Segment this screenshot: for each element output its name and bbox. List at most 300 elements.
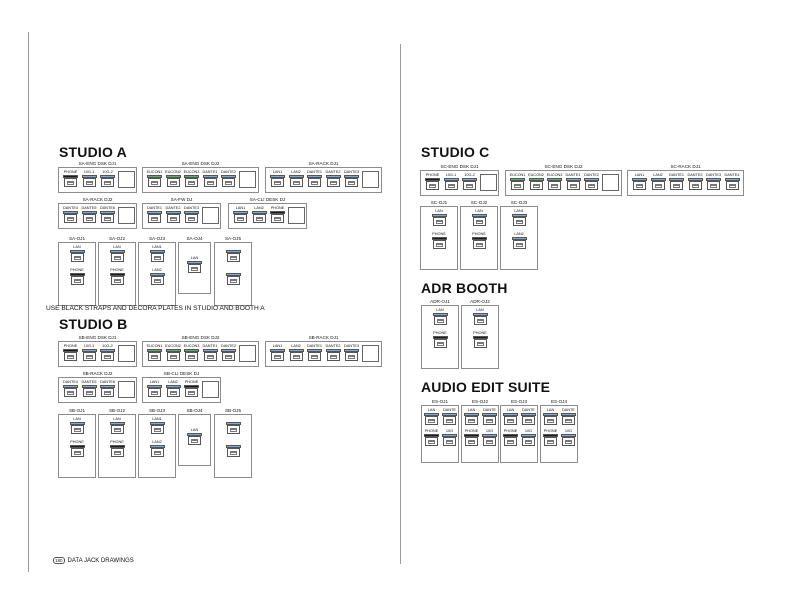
panel-es-oj1 [421,399,459,463]
jack-label: PHONE [424,429,439,433]
rj45-port-icon [64,388,77,397]
rj45-port-icon [544,416,557,425]
rj45-port-icon [562,416,575,425]
data-jack [69,269,86,286]
rj45-port-icon [151,448,164,457]
panel-label: ES-OJ4 [550,399,568,404]
jack-label: PHONE [464,429,479,433]
jack-label: LAN1 [149,380,160,384]
jack-label: PHONE [432,232,446,236]
panel-sb-oj3 [138,408,176,478]
jack-label: EUCON3 [183,344,200,348]
data-jack [99,345,116,362]
data-jack [225,269,242,286]
rj45-port-icon [522,437,535,446]
jack-label: PHONE [543,429,558,433]
jack-label: PHONE [63,344,78,348]
blank-plate [202,381,219,398]
panel-label: SB-OJ5 [224,408,242,413]
jack-label: PHONE [63,170,78,174]
rj45-port-icon [511,181,524,190]
jack-label: PHONE [110,268,124,272]
rj45-port-icon [227,448,240,457]
rj45-port-icon [426,181,439,190]
rj45-port-icon [101,388,114,397]
panel-label: ES-OJ1 [431,399,449,404]
jack-label: PHONE [433,331,447,335]
jack-label: PHONE [472,232,486,236]
panel-label: SB-OJ1 [68,408,86,413]
panel-adr-oj2 [461,299,499,369]
panel-es-oj2 [461,399,499,463]
rj45-port-icon [188,436,201,445]
rj45-port-icon [111,448,124,457]
rj45-port-icon [504,437,517,446]
panel-sa-oj1 [58,236,96,306]
data-jack [472,309,489,326]
rj45-port-icon [222,178,235,187]
data-jack [520,430,537,447]
panel-es-oj4 [540,399,578,463]
jack-label: DANTE4 [724,173,740,177]
jack-label: DANTE1 [307,344,322,348]
rj45-port-icon [148,352,161,361]
panel-es-oj3 [500,399,538,463]
blank-plate [118,171,135,188]
jack-label: EUCON1 [146,344,163,348]
jack-label: PHONE [425,173,440,177]
panel-sc-rack-dj1 [627,164,744,196]
rj45-port-icon [483,437,496,446]
jack-label: DANTE2 [584,173,599,177]
jack-label: LAN1 [235,206,246,210]
section-title-audio-edit-suite: AUDIO EDIT SUITE [421,379,551,395]
rj45-port-icon [188,264,201,273]
rj45-port-icon [562,437,575,446]
rj45-port-icon [71,425,84,434]
rj45-port-icon [64,178,77,187]
rj45-port-icon [101,214,114,223]
data-jack [441,409,458,426]
jack-label: DANTE5 [81,206,97,210]
rj45-port-icon [111,253,124,262]
jack-label: 10G-1 [83,170,95,174]
panel-label: SB-CLI DESK DJ [163,371,200,376]
jack-label: 10G [445,429,454,433]
jack-label: LAN [190,428,199,432]
rj45-port-icon [465,437,478,446]
rj45-port-icon [726,181,739,190]
jack-label: LAN [190,256,199,260]
rj45-port-icon [327,352,340,361]
panel-label: ADR-OJ1 [430,299,450,304]
data-jack [183,207,200,224]
blank-plate [118,207,135,224]
jack-label: DANTE4 [63,380,78,384]
rj45-port-icon [185,214,198,223]
jack-label: DANTE1 [565,173,581,177]
blank-plate [602,174,619,191]
data-jack [220,171,237,188]
rj45-port-icon [83,352,96,361]
jack-label: DANTE3 [184,206,199,210]
jack-label: LAN [506,408,515,412]
panel-sb-cli-desk-dj [142,371,221,403]
page-footer [53,558,134,564]
panel-label: SC-OJ2 [470,200,488,205]
rj45-port-icon [585,181,598,190]
blank-plate [202,207,219,224]
rj45-port-icon [548,181,561,190]
jack-label: EUCON3 [183,170,200,174]
rj45-port-icon [327,178,340,187]
jack-label: LAN [113,245,121,249]
rj45-port-icon [101,352,114,361]
jack-label: PHONE [270,206,285,210]
rj45-port-icon [151,425,164,434]
panel-sa-rack-dj2 [58,197,137,229]
rj45-port-icon [443,416,456,425]
panel-label: SA-OJ4 [186,236,203,241]
rj45-port-icon [271,352,284,361]
jack-label: LAN [435,209,443,213]
panel-sc-oj2 [460,200,498,270]
panel-sc-eng-dsk-dj1 [420,164,499,196]
panel-sb-oj4 [178,408,211,466]
blank-plate [288,207,305,224]
jack-label: LAN1 [634,173,645,177]
jack-label: LAN1 [272,170,283,174]
data-jack [99,381,116,398]
center-divider-line [400,44,401,564]
jack-label: PHONE [110,440,124,444]
data-jack [343,345,360,362]
rj45-port-icon [689,181,702,190]
jack-label: LAN [476,308,484,312]
panel-label: SA-OJ1 [68,236,86,241]
jack-label: LAN2 [291,344,301,348]
rj45-port-icon [148,178,161,187]
data-jack [481,409,498,426]
panel-sc-eng-dsk-dj2 [505,164,622,196]
jack-label: DANTE1 [202,170,218,174]
jack-label: LAN [113,417,121,421]
panel-adr-oj1 [421,299,459,369]
rj45-port-icon [434,316,447,325]
jack-label: DANTE3 [344,170,359,174]
jack-label: EUCON1 [146,170,163,174]
jack-label: DANTE3 [344,344,359,348]
rj45-port-icon [148,388,161,397]
jack-label: DANTE1 [669,173,684,177]
panel-label: SB-OJ4 [186,408,203,413]
rj45-port-icon [148,214,161,223]
blank-plate [362,171,379,188]
rj45-port-icon [167,214,180,223]
panel-sb-rack-dj2 [58,371,137,403]
jack-label: DANTE6 [100,206,115,210]
jack-label: DANTE [522,408,535,412]
jack-label: DANTE2 [221,170,236,174]
jack-label: LAN2 [291,170,301,174]
panel-label: SA-RACK DJ2 [82,197,113,202]
rj45-port-icon [445,181,458,190]
rj45-port-icon [474,316,487,325]
data-jack [99,207,116,224]
panel-label: SA-ENG DSK DJ2 [181,161,220,166]
panel-sb-eng-dsk-dj2 [142,335,259,367]
installation-note: USE BLACK STRAPS AND DECORA PLATES IN STUDIO AND BOOTH A [46,305,265,312]
jack-label: 10G-1 [445,173,457,177]
blank-plate [118,381,135,398]
rj45-port-icon [185,178,198,187]
data-jack [220,345,237,362]
rj45-port-icon [474,339,487,348]
rj45-port-icon [151,276,164,285]
rj45-port-icon [345,352,358,361]
jack-label: PHONE [503,429,518,433]
data-jack [149,418,166,435]
panel-label: SA-OJ3 [148,236,166,241]
jack-label: DANTE [483,408,496,412]
rj45-port-icon [227,276,240,285]
panel-label: SB-RACK DJ1 [308,335,339,340]
rj45-port-icon [425,437,438,446]
panel-sa-rack-dj1 [265,161,382,193]
rj45-port-icon [204,352,217,361]
jack-label: LAN2 [152,268,162,272]
rj45-port-icon [473,217,486,226]
jack-label: EUCON2 [165,170,181,174]
jack-label: DANTE [443,408,456,412]
panel-sb-oj1 [58,408,96,478]
rj45-port-icon [522,416,535,425]
data-jack [441,430,458,447]
rj45-port-icon [71,276,84,285]
data-jack [109,246,126,263]
jack-label: 10G [564,429,573,433]
rj45-port-icon [185,352,198,361]
panel-label: SC-ENG DSK DJ1 [440,164,479,169]
data-jack [69,246,86,263]
rj45-port-icon [151,253,164,262]
jack-label: 10G-2 [464,173,475,177]
jack-label: LAN2 [254,206,264,210]
jack-label: LAN [475,209,483,213]
rj45-port-icon [222,352,235,361]
panel-label: SA-CLI DESK DJ [249,197,286,202]
data-jack [461,174,478,191]
page-number: 180 [55,558,63,563]
data-jack [225,246,242,263]
data-jack [560,409,577,426]
rj45-port-icon [64,352,77,361]
rj45-port-icon [463,181,476,190]
panel-label: SB-ENG DSK DJ2 [181,335,220,340]
rj45-port-icon [433,240,446,249]
blank-plate [480,174,497,191]
rj45-port-icon [111,276,124,285]
rj45-port-icon [513,217,526,226]
jack-label: LAN [546,408,555,412]
rj45-port-icon [433,217,446,226]
jack-label: PHONE [70,268,84,272]
jack-label: DANTE1 [307,170,322,174]
panel-label: SC-OJ1 [430,200,448,205]
jack-label: PHONE [473,331,487,335]
panel-label: SA-FW DJ [170,197,193,202]
data-jack [471,233,488,250]
jack-label: 10G-1 [83,344,95,348]
rj45-port-icon [633,181,646,190]
section-title-adr-booth: ADR BOOTH [421,280,508,296]
rj45-port-icon [308,352,321,361]
rj45-port-icon [64,214,77,223]
jack-label: LAN1 [152,417,162,421]
left-margin-line [28,32,29,572]
rj45-port-icon [434,339,447,348]
rj45-port-icon [271,178,284,187]
panel-sb-oj5 [214,408,252,478]
panel-sc-oj1 [420,200,458,270]
jack-label: 10G [485,429,494,433]
rj45-port-icon [271,214,284,223]
data-jack [225,418,242,435]
panel-sb-oj2 [98,408,136,478]
panel-label: ADR-OJ2 [470,299,490,304]
data-jack [520,409,537,426]
panel-sa-eng-dsk-dj1 [58,161,137,193]
jack-label: LAN2 [168,380,178,384]
panel-label: SA-ENG DSK DJ1 [78,161,117,166]
data-jack [69,441,86,458]
rj45-port-icon [670,181,683,190]
rj45-port-icon [473,240,486,249]
data-jack [186,257,203,274]
panel-label: SA-RACK DJ1 [308,161,339,166]
rj45-port-icon [504,416,517,425]
rj45-port-icon [83,178,96,187]
data-jack [583,174,600,191]
rj45-port-icon [227,253,240,262]
data-jack [472,332,489,349]
panel-label: SB-ENG DSK DJ1 [78,335,117,340]
section-title-studio-a: STUDIO A [59,144,127,160]
jack-label: DANTE5 [81,380,97,384]
data-jack [431,233,448,250]
jack-label: LAN1 [152,245,162,249]
rj45-port-icon [652,181,665,190]
panel-sa-fw-dj [142,197,221,229]
rj45-port-icon [167,178,180,187]
jack-label: LAN [436,308,444,312]
blank-plate [239,345,256,362]
blank-plate [118,345,135,362]
jack-label: LAN [73,417,81,421]
rj45-port-icon [308,178,321,187]
data-jack [431,210,448,227]
jack-label: DANTE [562,408,575,412]
jack-label: LAN1 [272,344,283,348]
rj45-port-icon [185,388,198,397]
jack-label: 10G-2 [102,344,113,348]
rj45-port-icon [83,214,96,223]
data-jack [186,429,203,446]
rj45-port-icon [253,214,266,223]
blank-plate [362,345,379,362]
jack-label: 10G [524,429,533,433]
jack-label: DANTE3 [706,173,721,177]
rj45-port-icon [101,178,114,187]
jack-label: DANTE1 [202,344,218,348]
jack-label: LAN2 [514,232,524,236]
rj45-port-icon [71,448,84,457]
panel-label: SB-OJ3 [148,408,166,413]
rj45-port-icon [204,178,217,187]
panel-label: SC-RACK DJ1 [670,164,701,169]
jack-label: LAN [73,245,81,249]
data-jack [560,430,577,447]
jack-label: DANTE4 [63,206,78,210]
data-jack [511,233,528,250]
jack-label: DANTE6 [100,380,115,384]
jack-label: LAN2 [152,440,162,444]
data-jack [471,210,488,227]
panel-label: SB-OJ2 [108,408,126,413]
panel-label: SA-OJ2 [108,236,126,241]
jack-label: LAN1 [514,209,524,213]
rj45-port-icon [83,388,96,397]
data-jack [149,246,166,263]
rj45-port-icon [345,178,358,187]
jack-label: DANTE2 [687,173,703,177]
rj45-port-icon [707,181,720,190]
panel-label: ES-OJ2 [471,399,489,404]
rj45-port-icon [290,352,303,361]
data-jack [99,171,116,188]
jack-label: EUCON2 [165,344,181,348]
rj45-port-icon [513,240,526,249]
section-title-studio-b: STUDIO B [59,316,128,332]
blank-plate [239,171,256,188]
rj45-port-icon [290,178,303,187]
data-jack [432,332,449,349]
data-jack [432,309,449,326]
rj45-port-icon [443,437,456,446]
data-jack [69,418,86,435]
panel-sa-oj3 [138,236,176,306]
jack-label: DANTE2 [325,344,341,348]
panel-sa-oj5 [214,236,252,306]
jack-label: LAN [427,408,436,412]
rj45-port-icon [544,437,557,446]
rj45-port-icon [227,425,240,434]
panel-sb-eng-dsk-dj1 [58,335,137,367]
jack-label: EUCON1 [509,173,526,177]
jack-label: LAN2 [653,173,663,177]
rj45-port-icon [425,416,438,425]
jack-label: EUCON2 [528,173,544,177]
data-jack [149,441,166,458]
rj45-port-icon [530,181,543,190]
panel-sa-eng-dsk-dj2 [142,161,259,193]
panel-sa-oj4 [178,236,211,294]
rj45-port-icon [167,388,180,397]
jack-label: PHONE [70,440,84,444]
data-jack [225,441,242,458]
rj45-port-icon [567,181,580,190]
panel-label: SA-OJ5 [224,236,242,241]
